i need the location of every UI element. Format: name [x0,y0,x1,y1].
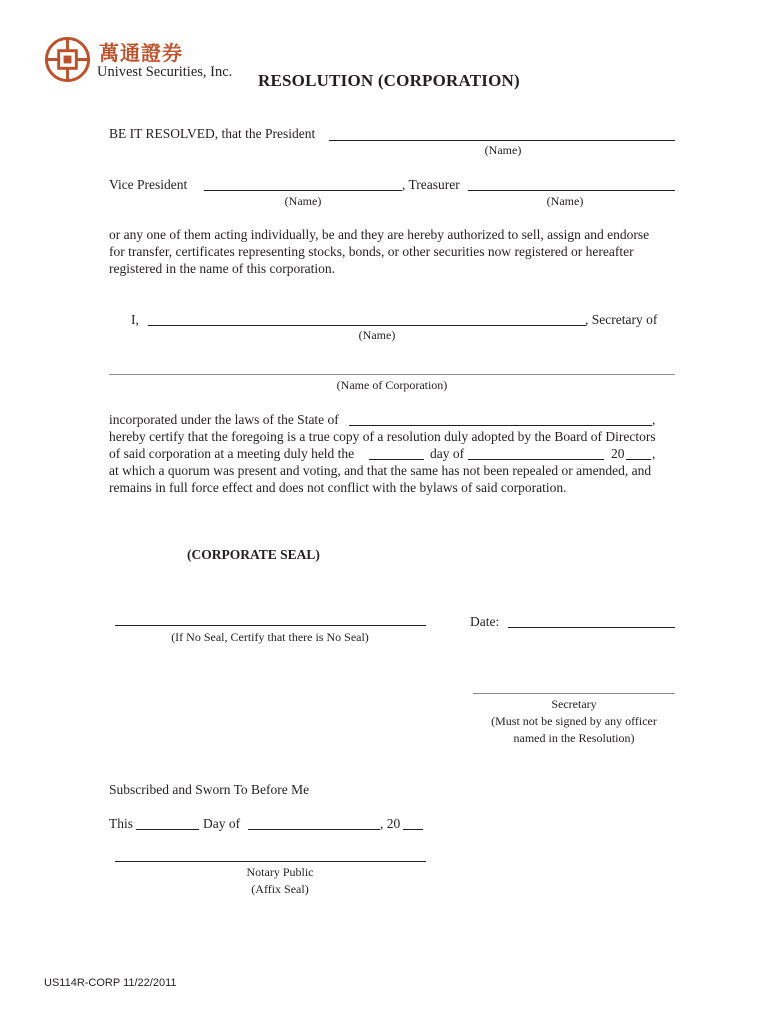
no-seal-caption: (If No Seal, Certify that there is No Seal) [171,630,369,644]
treasurer-name-caption: (Name) [546,194,584,208]
subscribed-sworn-text: Subscribed and Sworn To Before Me [109,782,310,797]
meeting-month-line[interactable] [468,459,604,460]
meeting-day-line[interactable] [369,459,424,460]
notary-month-line[interactable] [248,829,380,830]
corporation-name-caption: (Name of Corporation) [336,378,448,392]
logo-company-name: Univest Securities, Inc. [97,64,233,80]
notary-day-of-label: Day of [203,816,241,831]
state-prefix-text: incorporated under the laws of the State of [109,412,339,427]
authorization-line: or any one of them acting individually, be and they are hereby authorized to sell, assign and endorse [109,227,650,242]
notary-this-label: This [109,816,134,831]
secretary-name-caption: (Name) [358,328,396,342]
certification-line-5: remains in full force effect and does not conflict with the bylaws of said corporation. [109,480,567,495]
treasurer-label: , Treasurer [402,177,460,192]
date-label: Date: [470,614,500,629]
document-title: RESOLUTION (CORPORATION) [258,71,520,90]
president-name-caption: (Name) [484,143,522,157]
notary-public-label: Notary Public [246,865,314,879]
corporate-seal-label: (CORPORATE SEAL) [187,547,320,562]
meeting-date-prefix: of said corporation at a meeting duly held the [109,446,355,461]
secretary-of-label: , Secretary of [585,312,658,327]
state-suffix-comma: , [652,412,656,427]
logo-chinese-name: 萬通證券 [99,41,183,65]
certification-line-4: at which a quorum was present and voting, and that the same has not been repealed or amended, and [109,463,652,478]
authorization-line: for transfer, certificates representing stocks, bonds, or other securities now registered or hereafter [109,244,634,259]
notary-year-label: , 20 [380,816,401,831]
meeting-day-of-label: day of [430,446,465,461]
notary-year-line[interactable] [403,829,423,830]
vice-president-name-caption: (Name) [284,194,322,208]
secretary-signature-note-1: (Must not be signed by any officer [491,714,657,728]
state-name-line[interactable] [349,425,652,426]
date-line[interactable] [508,627,675,628]
president-name-line[interactable] [329,140,675,141]
secretary-signature-note-2: named in the Resolution) [513,731,635,745]
secretary-signature-line[interactable] [473,693,675,694]
vice-president-name-line[interactable] [204,190,402,191]
notary-day-line[interactable] [136,829,199,830]
form-code-footer: US114R-CORP 11/22/2011 [44,977,177,989]
secretary-name-line[interactable] [148,325,586,326]
no-seal-certification-line[interactable] [115,625,426,626]
univest-logo-mark-icon [44,36,91,83]
certification-line-2: hereby certify that the foregoing is a true copy of a resolution duly adopted by the Board of Directors [109,429,656,444]
vice-president-label: Vice President [109,177,188,192]
secretary-signature-title: Secretary [551,697,597,711]
notary-signature-line[interactable] [115,861,426,862]
authorization-line: registered in the name of this corporation. [109,261,336,276]
affix-seal-label: (Affix Seal) [251,882,309,896]
treasurer-name-line[interactable] [468,190,675,191]
meeting-year-prefix: 20 [611,446,625,461]
resolved-lead-text: BE IT RESOLVED, that the President [109,126,316,141]
secretary-line-prefix: I, [131,312,139,327]
authorization-paragraph [109,226,679,277]
meeting-date-comma: , [652,446,656,461]
corporation-name-line[interactable] [109,374,675,375]
meeting-year-line[interactable] [626,459,651,460]
